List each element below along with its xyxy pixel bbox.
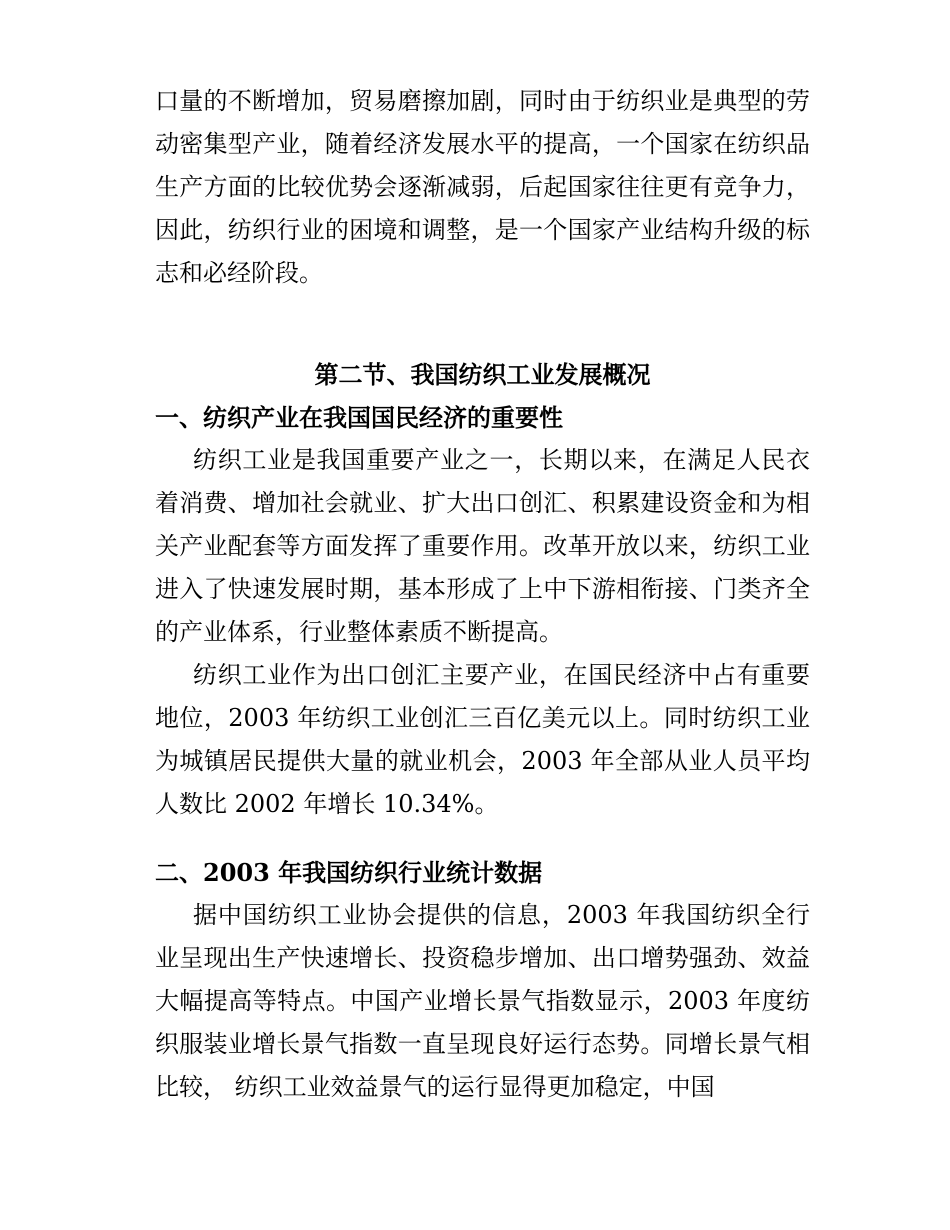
part1-heading: 一、纺织产业在我国国民经济的重要性: [155, 403, 563, 432]
part2-paragraph-1: 据中国纺织工业协会提供的信息，2003 年我国纺织全行业呈现出生产快速增长、投资稳步增加、出口增势强劲、效益大幅提高等特点。中国产业增长景气指数显示，2003 年度纺织服装业增长景气指数一直呈现良好运行态势。同增长景气相比较， 纺织工业效益景气的运行显得更加稳定，中国: [155, 901, 810, 1101]
spacer: [155, 295, 810, 353]
part1-paragraph-2: 纺织工业作为出口创汇主要产业，在国民经济中占有重要地位，2003 年纺织工业创汇三百亿美元以上。同时纺织工业为城镇居民提供大量的就业机会，2003 年全部从业人员平均人数比 2002 年增长 10.34%。: [155, 661, 810, 818]
document-page: [155, 80, 810, 1109]
section-title: 第二节、我国纺织工业发展概况: [314, 360, 651, 389]
part2-heading: 二、2003 年我国纺织行业统计数据: [155, 858, 543, 887]
intro-paragraph: 口量的不断增加，贸易磨擦加剧，同时由于纺织业是典型的劳动密集型产业，随着经济发展水平的提高，一个国家在纺织品生产方面的比较优势会逐渐减弱，后起国家往往更有竞争力，因此，纺织行业的困境和调整，是一个国家产业结构升级的标志和必经阶段。: [155, 87, 810, 287]
spacer: [155, 826, 810, 851]
part1-paragraph-1: 纺织工业是我国重要产业之一，长期以来，在满足人民衣着消费、增加社会就业、扩大出口创汇、积累建设资金和为相关产业配套等方面发挥了重要作用。改革开放以来，纺织工业进入了快速发展时期，基本形成了上中下游相衔接、门类齐全的产业体系，行业整体素质不断提高。: [155, 446, 810, 646]
